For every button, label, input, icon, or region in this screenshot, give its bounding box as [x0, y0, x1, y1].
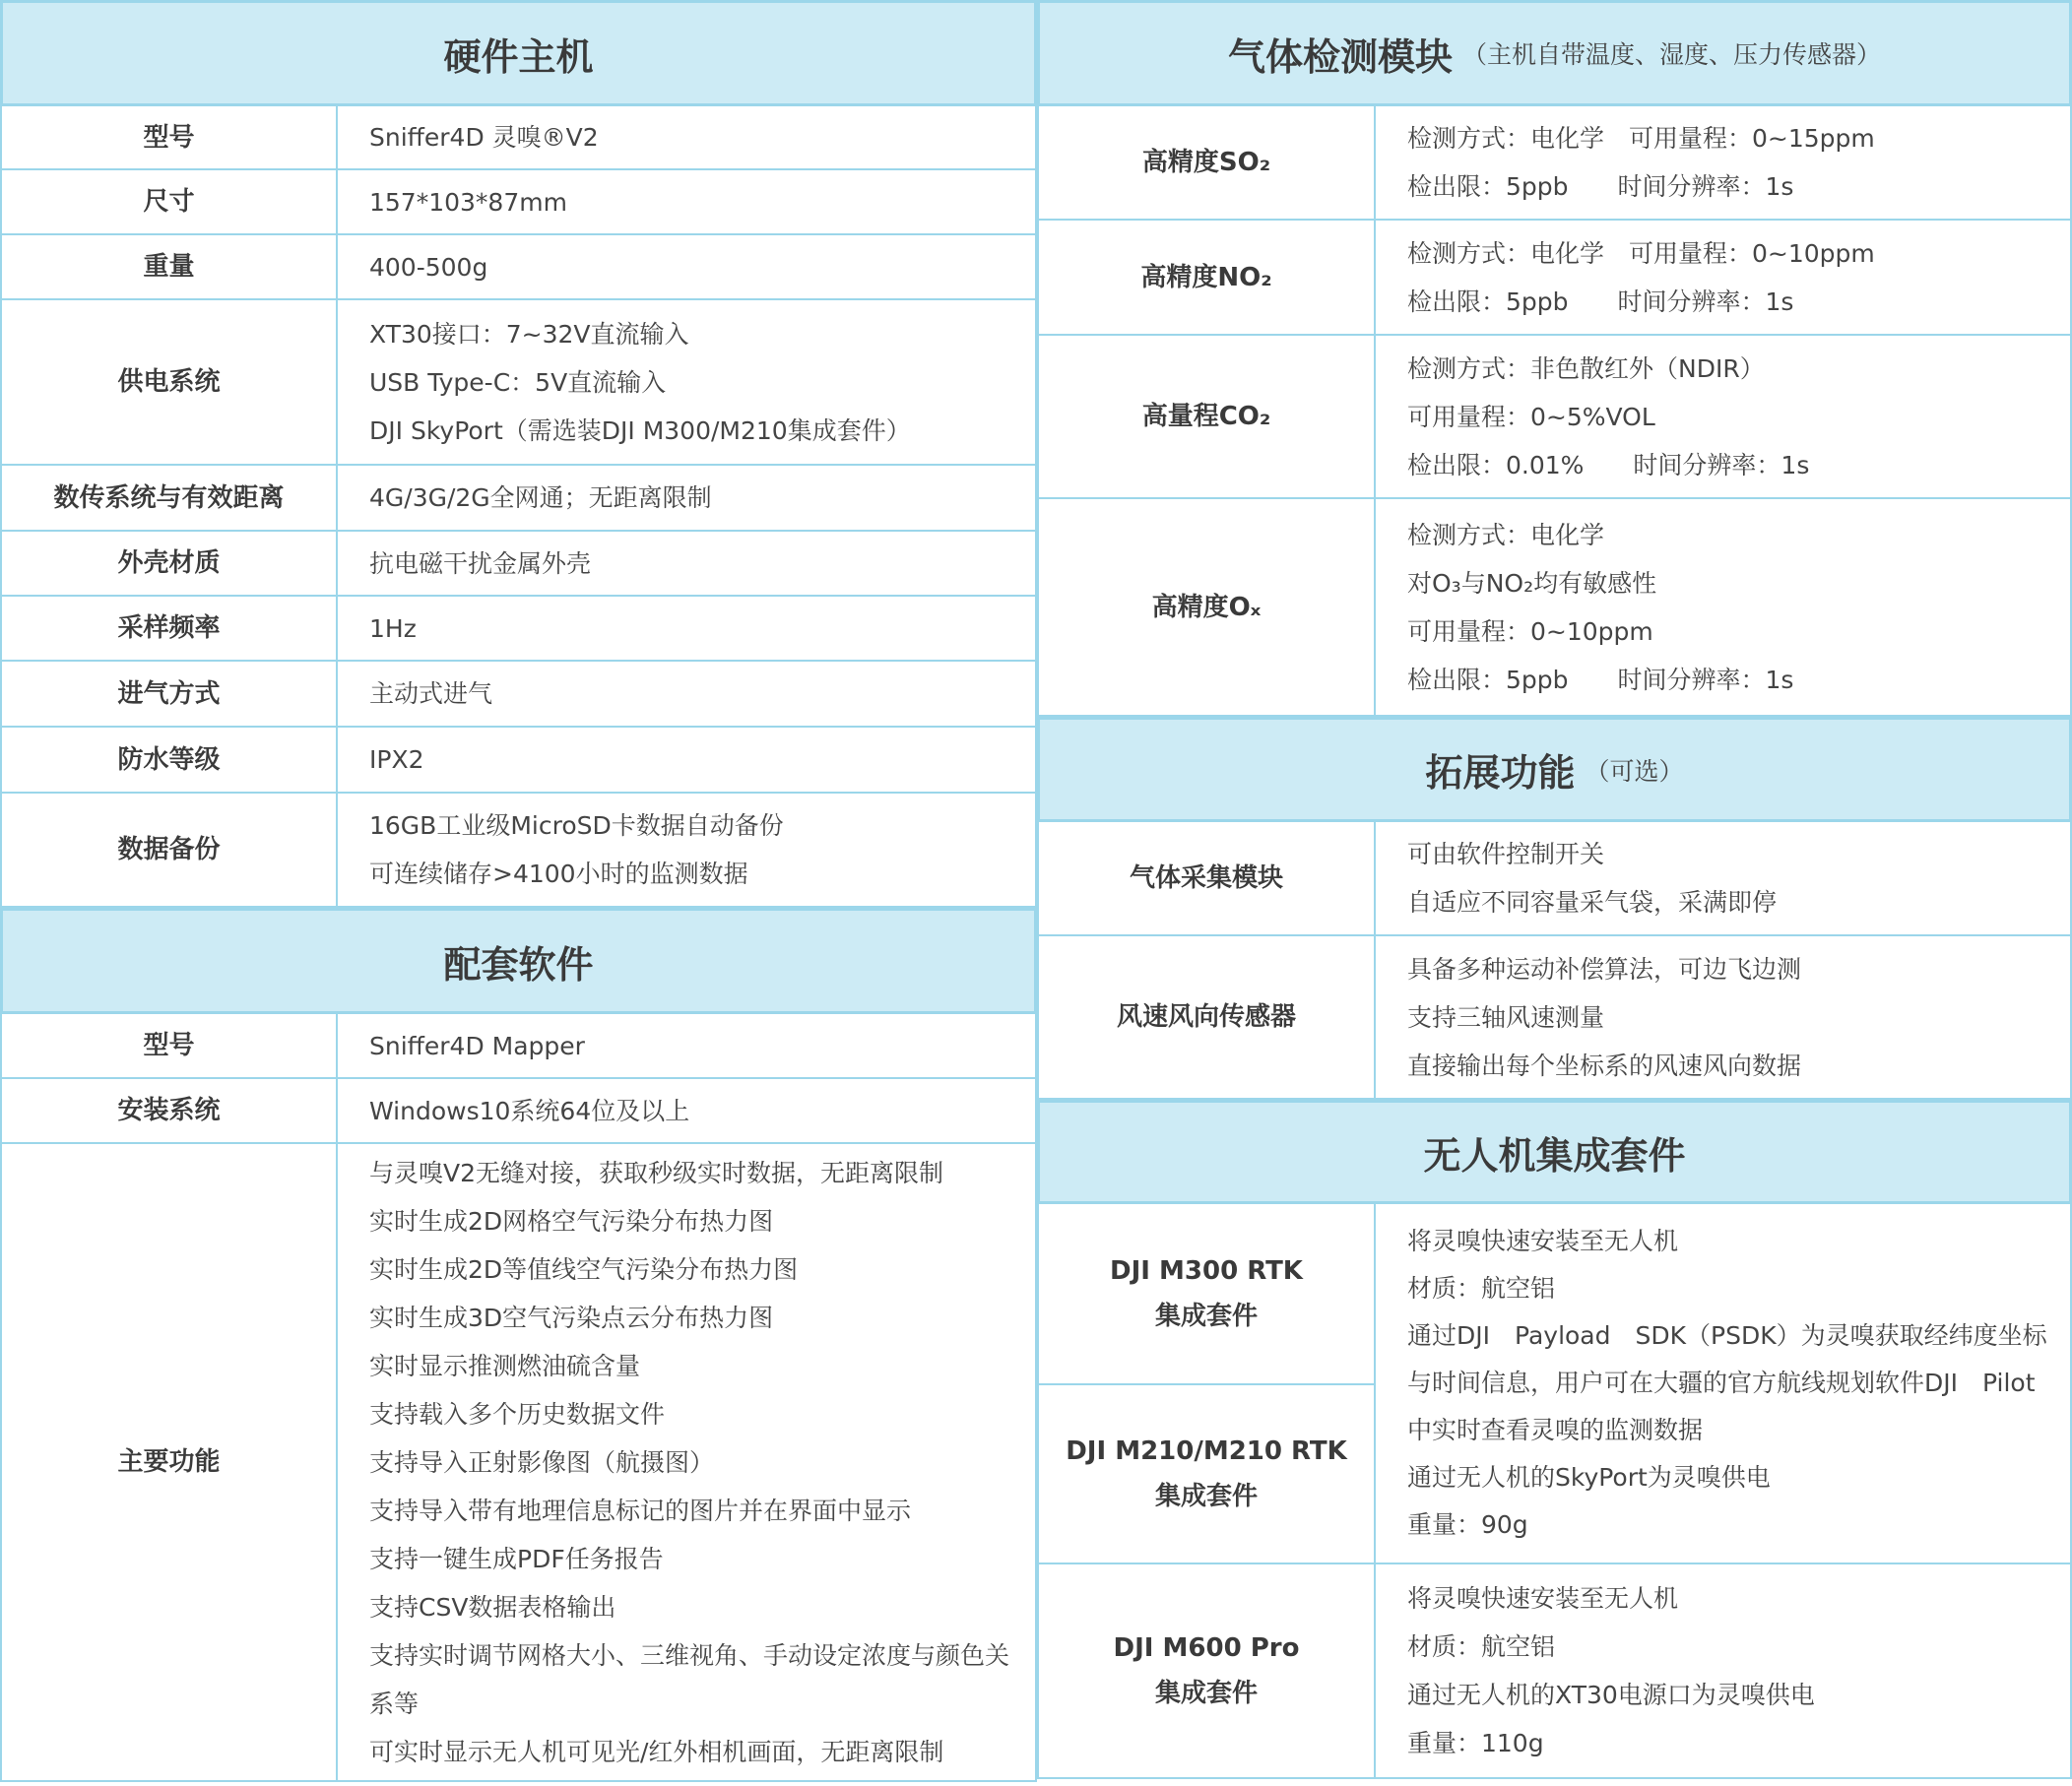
spec-row [1037, 106, 2072, 221]
spec-row [1037, 822, 2072, 936]
row-label: 数据备份 [2, 794, 338, 906]
row-value: 400-500g [369, 252, 488, 282]
row-label: 安装系统 [2, 1079, 338, 1142]
spec-row [1037, 1564, 2072, 1779]
row-value: 16GB工业级MicroSD卡数据自动备份 可连续储存>4100小时的监测数据 [369, 811, 784, 888]
spec-row [1037, 499, 2072, 717]
hardware-title: 硬件主机 [0, 0, 1037, 106]
row-label: 气体采集模块 [1039, 822, 1376, 934]
drone-label: DJI M300 RTK 集成套件 [1039, 1204, 1374, 1385]
spec-row [0, 235, 1037, 300]
row-label: 进气方式 [2, 662, 338, 726]
row-label: 高量程CO₂ [1039, 336, 1376, 497]
row-value: 1Hz [369, 613, 417, 643]
gas-title: 气体检测模块 （主机自带温度、湿度、压力传感器） [1037, 0, 2072, 106]
row-value: Sniffer4D 灵嗅®V2 [369, 123, 599, 152]
spec-row [0, 300, 1037, 466]
spec-row [0, 597, 1037, 662]
spec-row [1037, 936, 2072, 1100]
row-value: IPX2 [369, 745, 424, 774]
spec-row [0, 1079, 1037, 1144]
spec-row [1037, 336, 2072, 499]
row-value: 检测方式：非色散红外（NDIR） 可用量程：0~5%VOL 检出限：0.01% 时间分辨率：1s [1407, 353, 1810, 479]
row-label-group [1039, 1204, 1376, 1563]
spec-row [0, 1144, 1037, 1782]
row-value: 与灵嗅V2无缝对接，获取秒级实时数据，无距离限制 实时生成2D网格空气污染分布热力图 实时生成2D等值线空气污染分布热力图 实时生成3D空气污染点云分布热力图 实时显示推测燃油硫含量 支持载入多个历史数据文件 支持导入正射影像图（航摄图） 支持导入带有地理信息标记的图片并在界面中显示 支持一键生成PDF任务报告 支持CSV数据表格输出 支持实时调节网格大小、三维视角、手动设定浓度与颜色关 系等 可实时显示无人机可见光/红外相机画面，无距离限制 [369, 1158, 1010, 1766]
row-label: 高精度Oₓ [1039, 499, 1376, 715]
row-label: 高精度SO₂ [1039, 106, 1376, 219]
row-label: 外壳材质 [2, 532, 338, 595]
row-label: 主要功能 [2, 1144, 338, 1780]
spec-row [0, 662, 1037, 728]
drone-title: 无人机集成套件 [1037, 1100, 2072, 1204]
row-value: 将灵嗅快速安装至无人机 材质：航空铝 通过无人机的XT30电源口为灵嗅供电 重量：110g [1407, 1584, 1815, 1757]
software-title: 配套软件 [0, 908, 1037, 1014]
row-value: 4G/3G/2G全网通；无距离限制 [369, 483, 712, 512]
row-label: 供电系统 [2, 300, 338, 464]
row-value: 抗电磁干扰金属外壳 [369, 548, 592, 578]
left-column [0, 0, 1037, 1782]
row-value: 检测方式：电化学 可用量程：0~15ppm 检出限：5ppb 时间分辨率：1s [1407, 124, 1875, 201]
row-value: 可由软件控制开关 自适应不同容量采气袋，采满即停 [1407, 840, 1778, 917]
extension-title: 拓展功能 （可选） [1037, 717, 2072, 822]
row-value: 检测方式：电化学 对O₃与NO₂均有敏感性 可用量程：0~10ppm 检出限：5ppb 时间分辨率：1s [1407, 520, 1794, 694]
row-value: 主动式进气 [369, 679, 493, 708]
row-label: 数传系统与有效距离 [2, 466, 338, 530]
row-value: Windows10系统64位及以上 [369, 1096, 690, 1125]
row-label: 重量 [2, 235, 338, 298]
spec-row [0, 466, 1037, 532]
row-label: 尺寸 [2, 170, 338, 233]
row-label: 型号 [2, 106, 338, 168]
row-value: XT30接口：7~32V直流输入 USB Type-C：5V直流输入 DJI SkyPort（需选装DJI M300/M210集成套件） [369, 319, 911, 445]
right-column [1037, 0, 2072, 1779]
row-value: Sniffer4D Mapper [369, 1031, 585, 1060]
spec-row [0, 794, 1037, 908]
spec-row [0, 532, 1037, 597]
spec-row [1037, 1204, 2072, 1564]
row-value: 将灵嗅快速安装至无人机 材质：航空铝 通过DJI Payload SDK（PSDK）为灵嗅获取经纬度坐标 与时间信息，用户可在大疆的官方航线规划软件DJI Pilot 中实时查看灵嗅的监测数据 通过无人机的SkyPort为灵嗅供电 重量：90g [1407, 1227, 2047, 1539]
row-label: 采样频率 [2, 597, 338, 660]
drone-label: DJI M600 Pro 集成套件 [1039, 1564, 1376, 1777]
row-label: 防水等级 [2, 728, 338, 792]
spec-row [0, 1014, 1037, 1079]
row-value: 157*103*87mm [369, 187, 567, 217]
spec-row [0, 728, 1037, 794]
spec-row [0, 106, 1037, 170]
row-label: 型号 [2, 1014, 338, 1077]
spec-row [0, 170, 1037, 235]
row-value: 检测方式：电化学 可用量程：0~10ppm 检出限：5ppb 时间分辨率：1s [1407, 238, 1875, 316]
row-label: 高精度NO₂ [1039, 221, 1376, 334]
drone-label: DJI M210/M210 RTK 集成套件 [1066, 1436, 1347, 1511]
row-value: 具备多种运动补偿算法，可边飞边测 支持三轴风速测量 直接输出每个坐标系的风速风向数据 [1407, 954, 1802, 1080]
row-label: 风速风向传感器 [1039, 936, 1376, 1098]
spec-row [1037, 221, 2072, 336]
